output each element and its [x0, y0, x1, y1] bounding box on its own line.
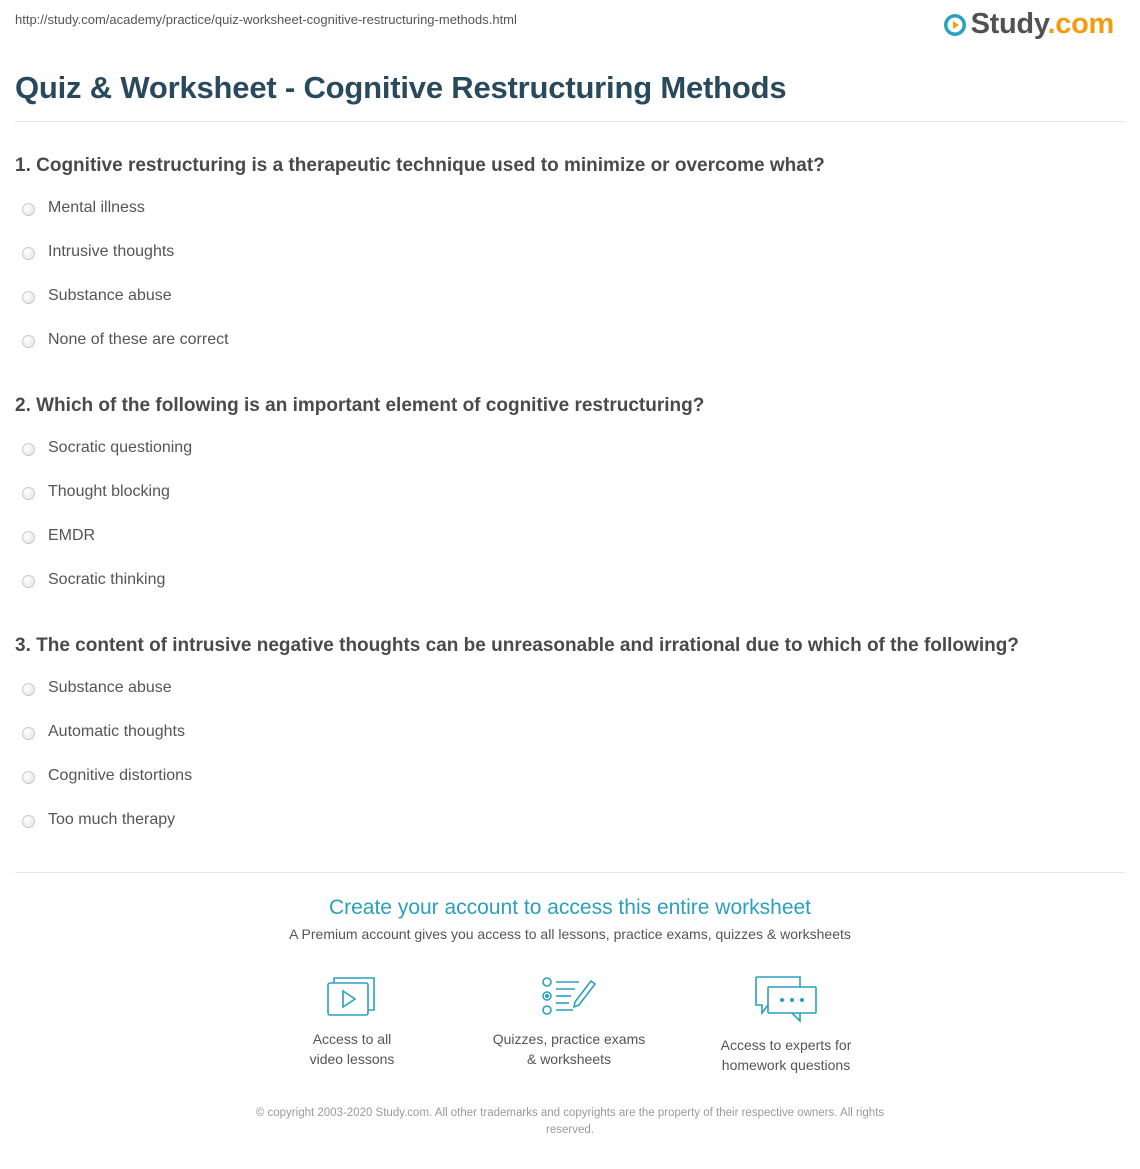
answer-option[interactable]: [22, 571, 192, 615]
radio-button[interactable]: [22, 815, 35, 828]
logo-text: Study: [970, 8, 1048, 40]
radio-button[interactable]: [22, 727, 35, 740]
feature-experts: [686, 975, 886, 1075]
answer-option[interactable]: [22, 723, 192, 767]
quiz-checklist-icon: [541, 975, 597, 1019]
page-url: http://study.com/academy/practice/quiz-worksheet-cognitive-restructuring-methods.html: [15, 12, 517, 27]
answer-label: None of these are correct: [48, 331, 229, 348]
feature-quizzes: [469, 975, 669, 1069]
answer-option[interactable]: [22, 767, 192, 811]
answer-option[interactable]: [22, 439, 192, 483]
answer-label: Intrusive thoughts: [48, 243, 175, 260]
answer-label: Socratic questioning: [48, 439, 193, 456]
question-3-options: [22, 679, 192, 855]
copyright-line1: © copyright 2003-2020 Study.com. All other trademarks and copyrights are the property of their respective owners. All rights: [255, 1107, 885, 1119]
radio-button[interactable]: [22, 487, 35, 500]
question-1: 1. Cognitive restructuring is a therapeutic technique used to minimize or overcome what?: [15, 155, 825, 176]
answer-label: Mental illness: [48, 199, 145, 216]
question-2: 2. Which of the following is an important element of cognitive restructuring?: [15, 395, 705, 416]
answer-option[interactable]: [22, 199, 229, 243]
question-2-options: [22, 439, 192, 615]
feature-label-line1: Access to all: [312, 1031, 392, 1047]
answer-label: Substance abuse: [48, 679, 172, 696]
answer-label: Automatic thoughts: [48, 723, 185, 740]
chat-bubbles-icon: [754, 975, 818, 1025]
radio-button[interactable]: [22, 247, 35, 260]
copyright-notice: [210, 1105, 930, 1139]
premium-features: [0, 975, 1140, 1075]
play-circle-icon: [943, 13, 967, 37]
answer-label: Substance abuse: [48, 287, 172, 304]
cta-divider: [15, 872, 1125, 873]
logo-wordmark: [971, 8, 1114, 41]
logo-suffix: .com: [1047, 8, 1114, 40]
radio-button[interactable]: [22, 531, 35, 544]
question-3: 3. The content of intrusive negative thoughts can be unreasonable and irrational due to which of the following?: [15, 635, 1019, 656]
answer-label: Socratic thinking: [48, 571, 166, 588]
answer-option[interactable]: [22, 527, 192, 571]
copyright-line2: reserved.: [546, 1124, 594, 1136]
radio-button[interactable]: [22, 683, 35, 696]
header-divider: [15, 121, 1125, 122]
question-1-options: [22, 199, 229, 375]
radio-button[interactable]: [22, 575, 35, 588]
answer-label: EMDR: [48, 527, 96, 544]
answer-option[interactable]: [22, 811, 192, 855]
radio-button[interactable]: [22, 443, 35, 456]
answer-option[interactable]: [22, 679, 192, 723]
radio-button[interactable]: [22, 771, 35, 784]
radio-button[interactable]: [22, 335, 35, 348]
answer-label: Cognitive distortions: [48, 767, 193, 784]
video-lessons-icon: [326, 975, 378, 1019]
create-account-link[interactable]: Create your account to access this entire worksheet: [328, 896, 812, 919]
answer-option[interactable]: [22, 483, 192, 527]
radio-button[interactable]: [22, 291, 35, 304]
answer-label: Too much therapy: [48, 811, 176, 828]
page-title: Quiz & Worksheet - Cognitive Restructuring Methods: [15, 70, 787, 105]
top-bar: [0, 0, 1140, 50]
feature-video-lessons: [252, 975, 452, 1069]
cta-subtitle: A Premium account gives you access to all lessons, practice exams, quizzes & worksheets: [289, 926, 851, 942]
answer-option[interactable]: [22, 243, 229, 287]
study-logo[interactable]: [943, 8, 1114, 41]
feature-label-line2: video lessons: [309, 1051, 395, 1067]
feature-label-line2: homework questions: [721, 1057, 851, 1073]
answer-option[interactable]: [22, 287, 229, 331]
feature-label-line1: Quizzes, practice exams: [492, 1031, 646, 1047]
radio-button[interactable]: [22, 203, 35, 216]
feature-label-line1: Access to experts for: [720, 1037, 852, 1053]
answer-option[interactable]: [22, 331, 229, 375]
answer-label: Thought blocking: [48, 483, 170, 500]
feature-label-line2: & worksheets: [526, 1051, 612, 1067]
